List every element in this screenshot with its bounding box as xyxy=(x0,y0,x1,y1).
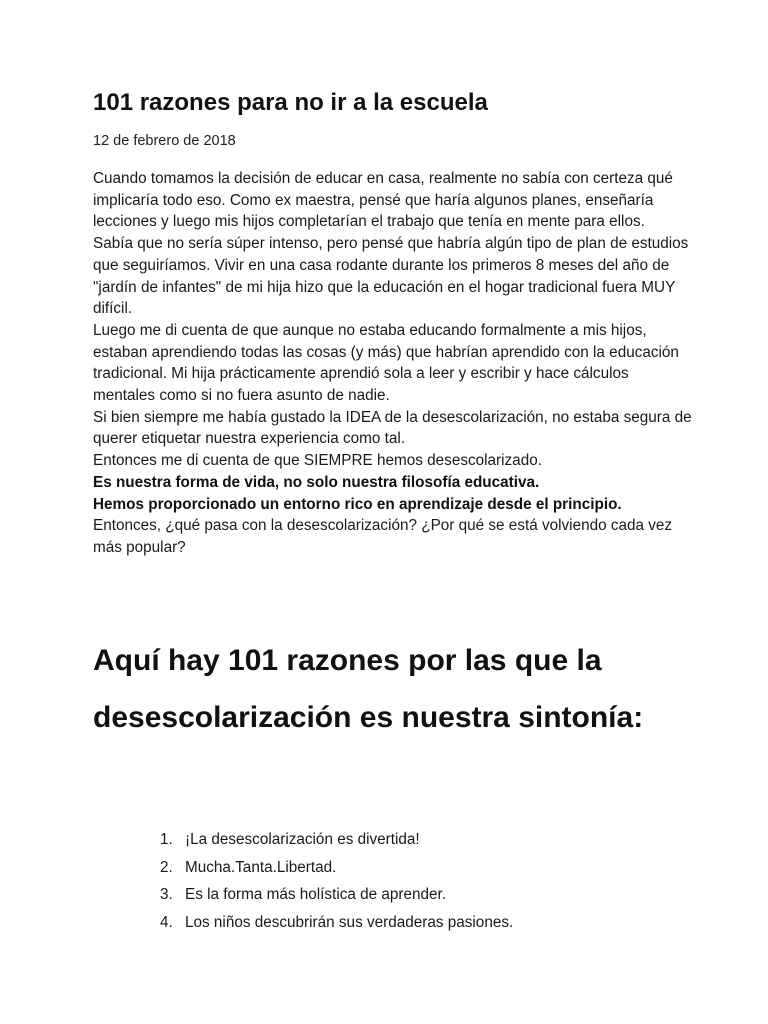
list-item-text: Es la forma más holística de aprender. xyxy=(185,886,447,903)
paragraph-2: Sabía que no sería súper intenso, pero pensé que habría algún tipo de plan de estudios que seguiríamos. Vivir en una casa rodante durante los primeros 8 meses del año de "jardín de infantes" de mi hija hizo que la educación en el hogar tradicional fuera MUY difícil. xyxy=(93,235,689,318)
list-item-number: 1. xyxy=(160,831,173,848)
paragraph-8: Entonces, ¿qué pasa con la desescolarización? ¿Por qué se está volviendo cada vez más popular? xyxy=(93,517,673,556)
list-item-text: Mucha.Tanta.Libertad. xyxy=(185,858,337,876)
article-date: 12 de febrero de 2018 xyxy=(93,133,236,149)
list-item-number: 4. xyxy=(160,913,173,931)
bold-paragraph-2: Hemos proporcionado un entorno rico en aprendizaje desde el principio. xyxy=(93,495,622,513)
list-item-number: 3. xyxy=(160,886,173,903)
bold-paragraph-1: Es nuestra forma de vida, no solo nuestra filosofía educativa. xyxy=(93,473,540,491)
reasons-list xyxy=(160,826,513,936)
section-heading: Aquí hay 101 razones por las que la desescolarización es nuestra sintonía: xyxy=(93,644,644,734)
paragraph-4: Si bien siempre me había gustado la IDEA de la desescolarización, no estaba segura de querer etiquetar nuestra experiencia como tal. xyxy=(93,408,692,448)
list-item xyxy=(160,881,513,909)
list-item-number: 2. xyxy=(160,858,173,876)
list-item-text: ¡La desescolarización es divertida! xyxy=(185,831,420,848)
article-title: 101 razones para no ir a la escuela xyxy=(93,89,488,116)
list-item xyxy=(160,909,513,937)
paragraph-3: Luego me di cuenta de que aunque no estaba educando formalmente a mis hijos, estaban aprendiendo todas las cosas (y más) que habrían aprendido con la educación tradicional. Mi hija prácticamente aprendió sola a leer y escribir y hace cálculos mentales como si no fuera asunto de nadie. xyxy=(93,321,679,405)
paragraph-5: Entonces me di cuenta de que SIEMPRE hemos desescolarizado. xyxy=(93,452,542,470)
list-item xyxy=(160,826,513,854)
article-body xyxy=(93,168,693,559)
list-item xyxy=(160,854,513,882)
list-item-text: Los niños descubrirán sus verdaderas pasiones. xyxy=(185,913,514,931)
paragraph-1: Cuando tomamos la decisión de educar en casa, realmente no sabía con certeza qué implicaría todo eso. Como ex maestra, pensé que haría algunos planes, enseñaría lecciones y luego mis hijos completarían el trabajo que tenía en mente para ellos. xyxy=(93,170,673,231)
